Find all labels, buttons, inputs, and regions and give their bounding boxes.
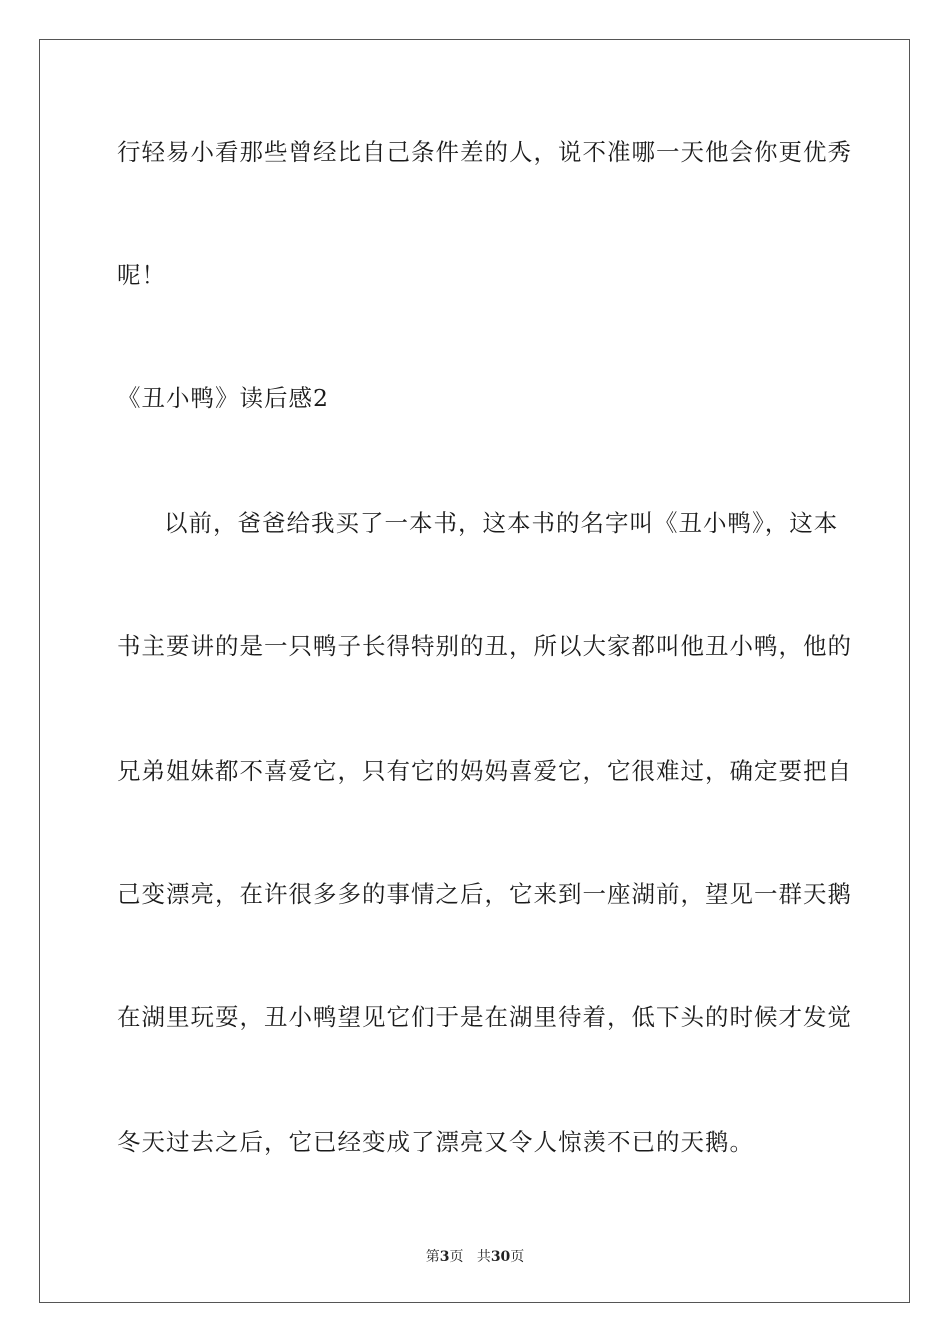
- total-prefix: 共: [476, 1249, 491, 1265]
- paragraph-first-line: 以前，爸爸给我买了一本书，这本书的名字叫《丑小鸭》，这本: [164, 509, 839, 537]
- page-prefix: 第: [425, 1249, 440, 1265]
- body-line-8: 在湖里玩耍，丑小鸭望见它们于是在湖里待着，低下头的时候才发觉: [117, 1003, 852, 1031]
- page-border: [39, 39, 910, 1303]
- body-line-6: 兄弟姐妹都不喜爱它，只有它的妈妈喜爱它，它很难过，确定要把自: [117, 757, 852, 785]
- page-footer: [0, 1248, 950, 1266]
- page-suffix: 页: [449, 1249, 464, 1265]
- body-line-7: 己变漂亮，在许很多多的事情之后，它来到一座湖前，望见一群天鹅: [117, 880, 852, 908]
- body-line-1: 行轻易小看那些曾经比自己条件差的人，说不准哪一天他会你更优秀: [117, 138, 852, 166]
- body-line-5: 书主要讲的是一只鸭子长得特别的丑，所以大家都叫他丑小鸭，他的: [117, 632, 852, 660]
- body-line-9: 冬天过去之后，它已经变成了漂亮又令人惊羡不已的天鹅。: [117, 1128, 754, 1156]
- page-total: 30: [490, 1249, 511, 1265]
- total-suffix: 页: [510, 1249, 525, 1265]
- page-current: 3: [439, 1249, 450, 1265]
- body-line-2: 呢！: [117, 261, 166, 289]
- section-heading: 《丑小鸭》读后感2: [117, 384, 329, 412]
